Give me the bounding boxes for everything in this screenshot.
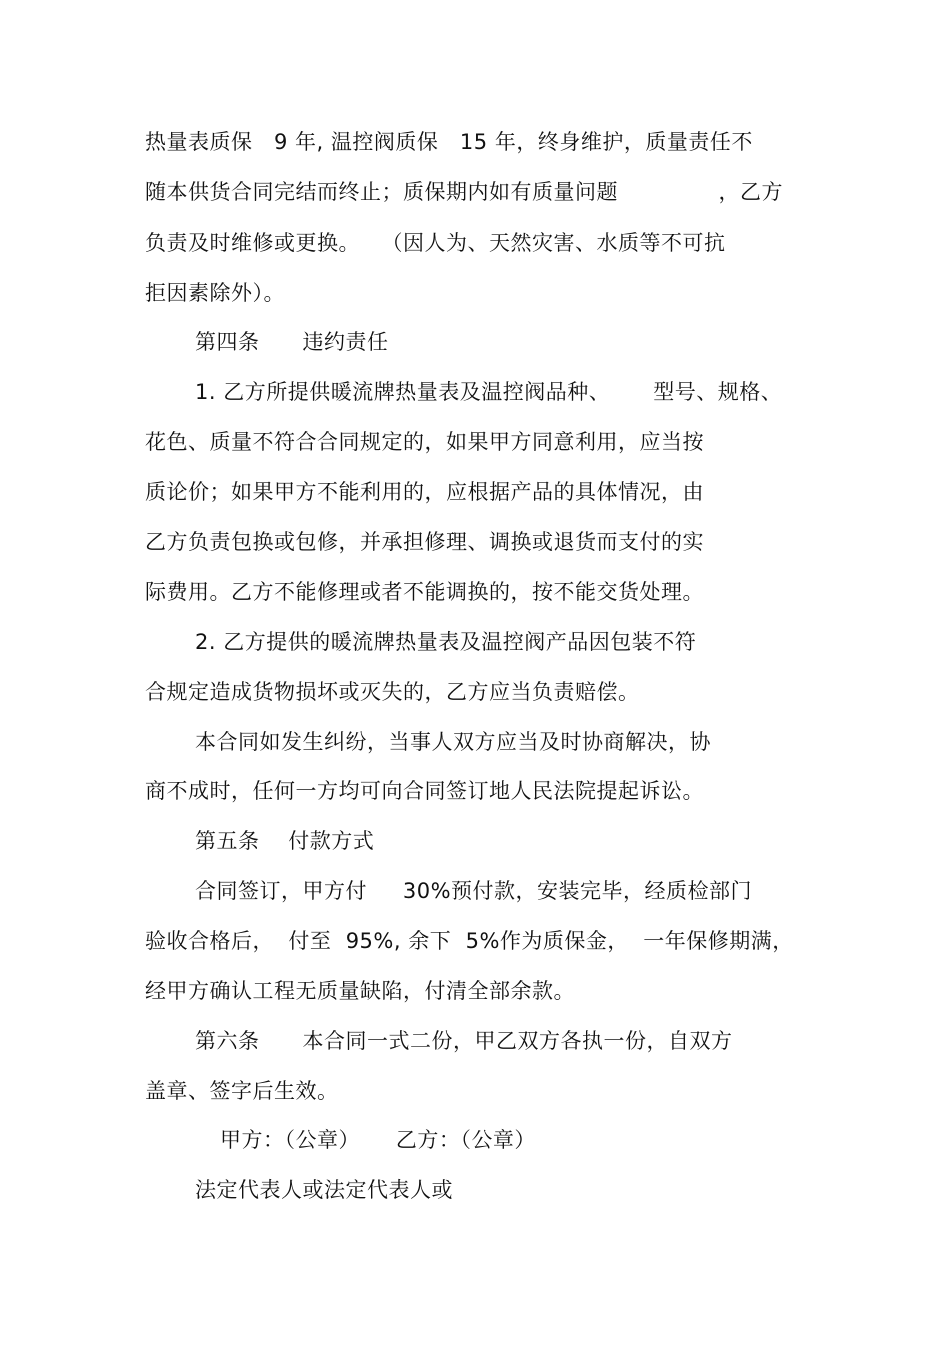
text-line: 热量表质保 9 年, 温控阀质保 15 年，终身维护，质量责任不 [145,130,753,154]
text-line: 际费用。乙方不能修理或者不能调换的，按不能交货处理。 [145,580,704,604]
representative-line: 法定代表人或法定代表人或 [195,1178,453,1202]
text-line: 本合同如发生纠纷，当事人双方应当及时协商解决，协 [195,730,711,754]
text-line: 乙方负责包换或包修，并承担修理、调换或退货而支付的实 [145,530,704,554]
text-line: 质论价；如果甲方不能利用的，应根据产品的具体情况，由 [145,480,704,504]
text-line: 验收合格后， 付至 95%, 余下 5%作为质保金， 一年保修期满， [145,929,794,953]
section-heading: 第五条 付款方式 [195,829,375,853]
text-line: 负责及时维修或更换。 （因人为、天然灾害、水质等不可抗 [145,231,726,255]
text-line: 合同签订，甲方付 30%预付款，安装完毕，经质检部门 [195,879,753,903]
section-heading: 第六条 本合同一式二份，甲乙双方各执一份，自双方 [195,1029,733,1053]
section-heading: 第四条 违约责任 [195,330,389,354]
text-line: 盖章、签字后生效。 [145,1079,339,1103]
text-line: 拒因素除外）。 [145,281,285,305]
text-line: 花色、质量不符合合同规定的，如果甲方同意利用，应当按 [145,430,704,454]
text-line: 合规定造成货物损坏或灭失的，乙方应当负责赔偿。 [145,680,640,704]
text-line: 经甲方确认工程无质量缺陷，付清全部余款。 [145,979,575,1003]
text-line: 1. 乙方所提供暖流牌热量表及温控阀品种、 型号、规格、 [195,380,783,404]
signature-line: 甲方：（公章） 乙方：（公章） [220,1128,536,1152]
text-line: 2. 乙方提供的暖流牌热量表及温控阀产品因包装不符 [195,630,697,654]
text-line: 随本供货合同完结而终止；质保期内如有质量问题 ，乙方 [145,180,783,204]
text-line: 商不成时，任何一方均可向合同签订地人民法院提起诉讼。 [145,779,704,803]
